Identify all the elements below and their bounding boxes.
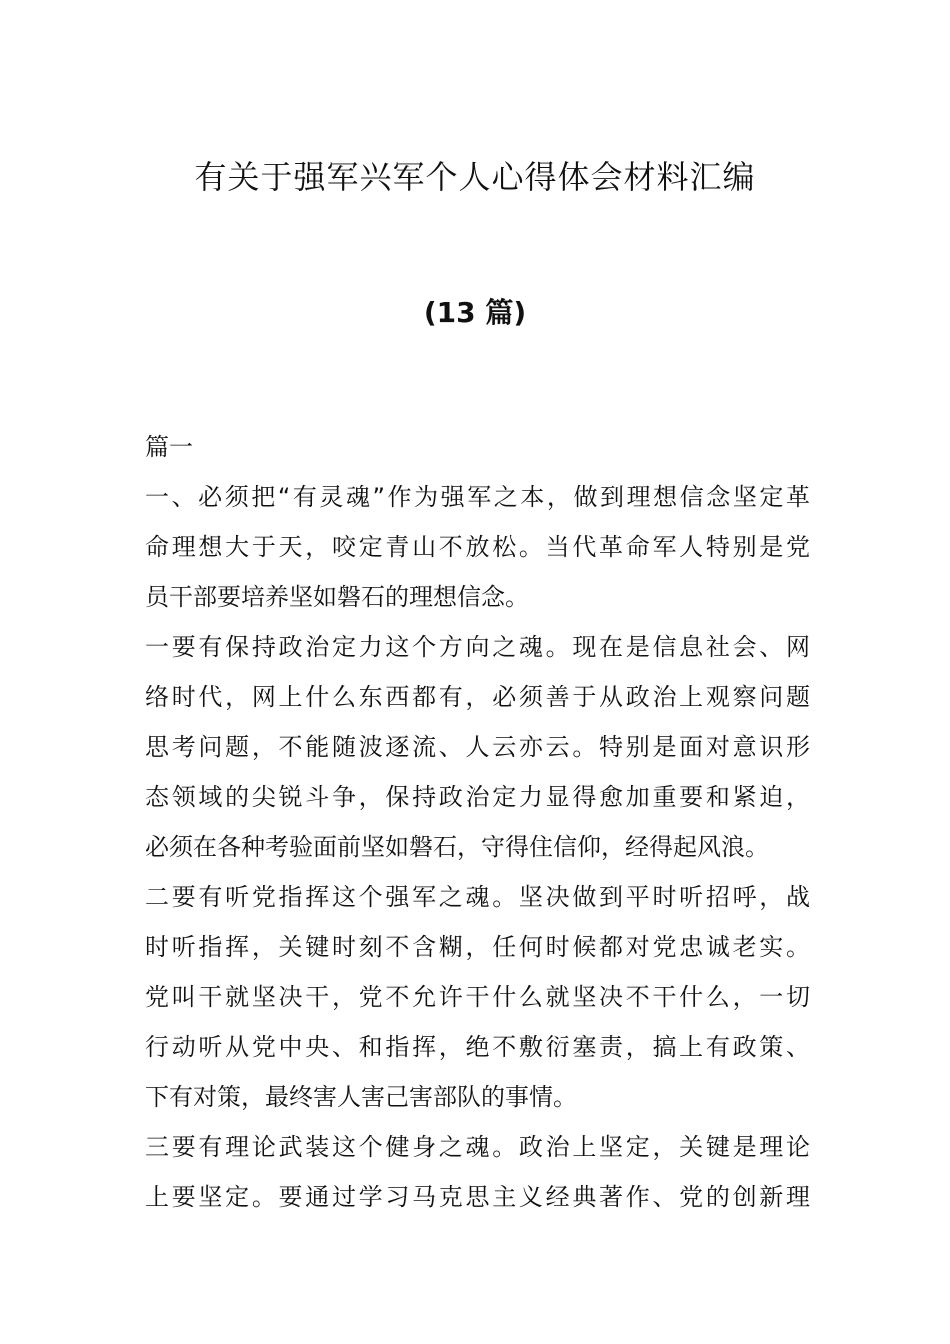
document-body: [145, 422, 810, 1222]
text-line: 一、必须把“有灵魂”作为强军之本，做到理想信念坚定革: [145, 483, 810, 511]
document-title: 有关于强军兴军个人心得体会材料汇编: [194, 158, 756, 196]
text-line: 行动听从党中央、和指挥，绝不敷衍塞责，搞上有政策、: [145, 1033, 810, 1061]
text-line: 络时代，网上什么东西都有，必须善于从政治上观察问题: [145, 683, 810, 711]
text-line: 二要有听党指挥这个强军之魂。坚决做到平时听招呼，战: [145, 883, 810, 911]
text-line: 命理想大于天，咬定青山不放松。当代革命军人特别是党: [145, 533, 810, 561]
text-line: 员干部要培养坚如磐石的理想信念。: [145, 583, 529, 611]
text-line: 态领域的尖锐斗争，保持政治定力显得愈加重要和紧迫，: [145, 783, 810, 811]
text-line: 三要有理论武装这个健身之魂。政治上坚定，关键是理论: [145, 1133, 810, 1161]
paragraph-4: [145, 1122, 810, 1222]
text-line: 思考问题，不能随波逐流、人云亦云。特别是面对意识形: [145, 733, 810, 761]
paragraph-2: [145, 622, 810, 872]
text-line: 时听指挥，关键时刻不含糊，任何时候都对党忠诚老实。: [145, 933, 810, 961]
text-line: 必须在各种考验面前坚如磐石，守得住信仰，经得起风浪。: [145, 833, 769, 861]
text-line: 一要有保持政治定力这个方向之魂。现在是信息社会、网: [145, 633, 810, 661]
paragraph-1: [145, 472, 810, 622]
text-line: 党叫干就坚决干，党不允许干什么就坚决不干什么，一切: [145, 983, 810, 1011]
section-heading: 篇一: [145, 433, 193, 461]
text-line: 下有对策，最终害人害己害部队的事情。: [145, 1083, 577, 1111]
document-subtitle: (13 篇): [423, 296, 527, 329]
paragraph-3: [145, 872, 810, 1122]
text-line: 上要坚定。要通过学习马克思主义经典著作、党的创新理: [145, 1183, 810, 1211]
